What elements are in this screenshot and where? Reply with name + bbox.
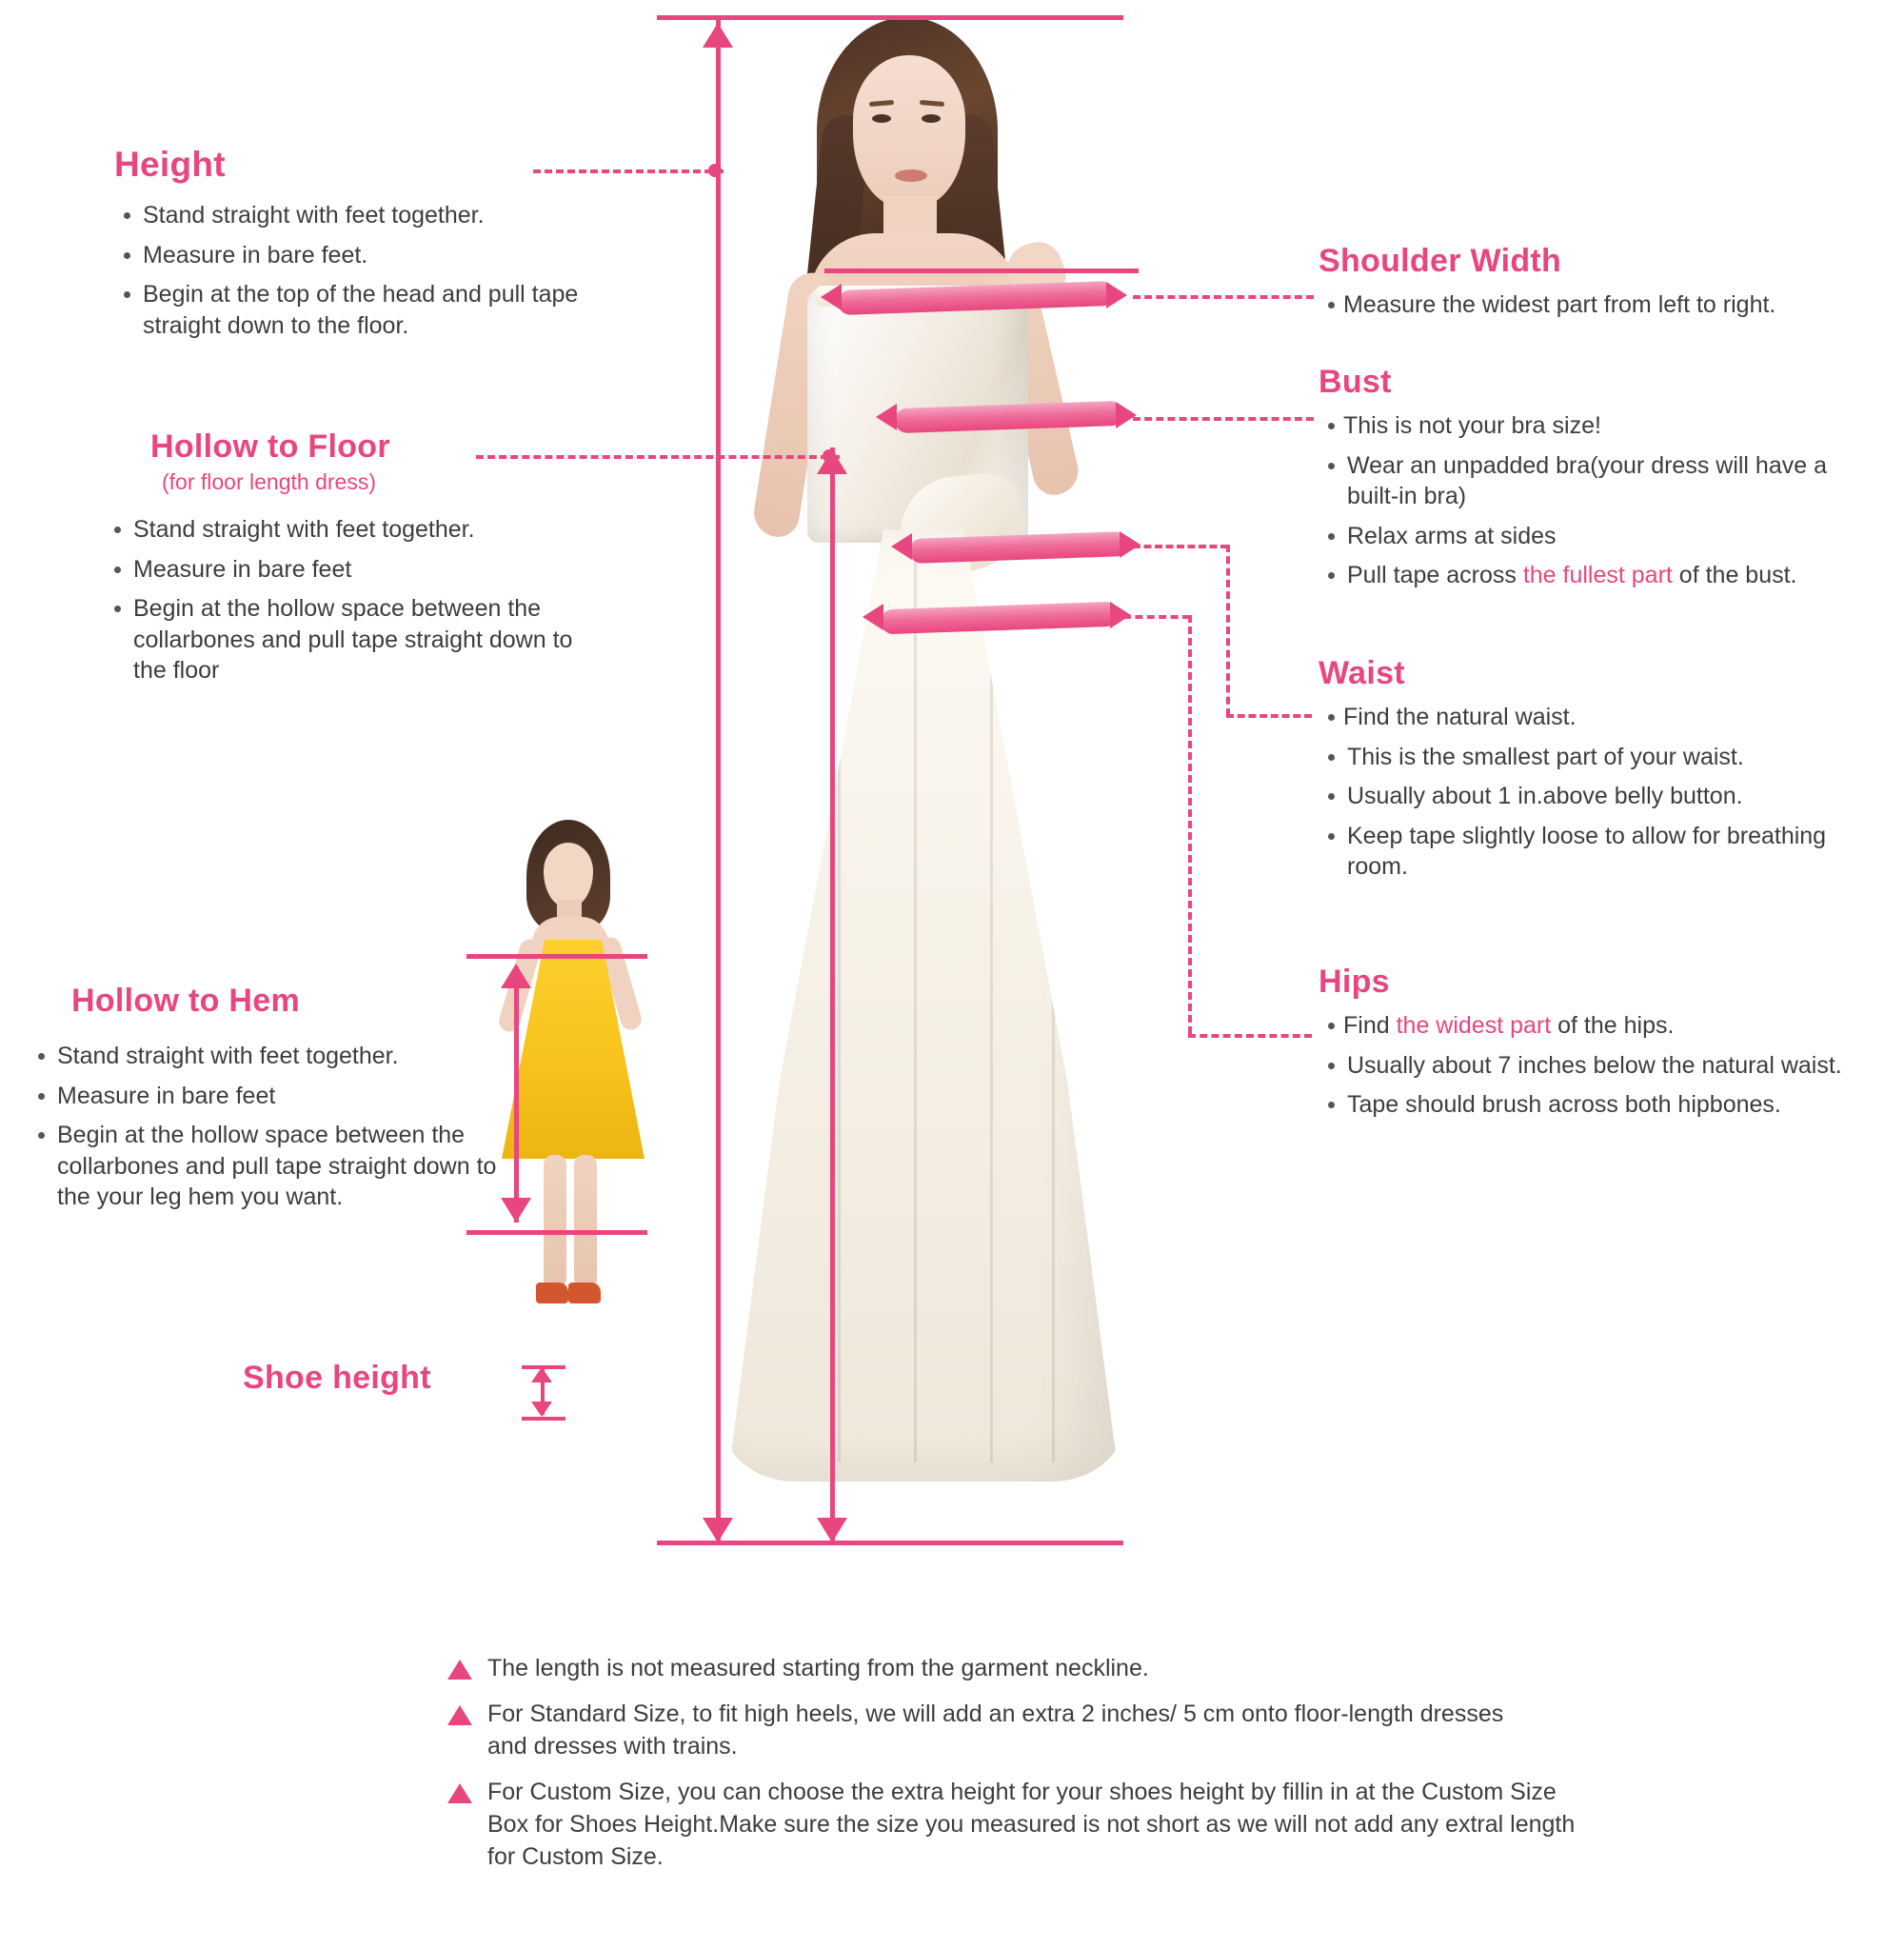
- hips-leader-line-tail: [1188, 1034, 1312, 1038]
- hips-bullet-list: [1319, 1010, 1904, 1121]
- skirt-fold: [1052, 663, 1055, 1462]
- hollow-to-floor-arrow-down: [817, 1518, 847, 1542]
- waist-bullet-list: [1319, 702, 1904, 883]
- hips-widest-pre: Find: [1343, 1012, 1397, 1039]
- short-model-leg-left: [544, 1155, 566, 1288]
- hollow-to-floor-title: Hollow to Floor: [150, 428, 390, 465]
- model-eye-left: [872, 114, 891, 123]
- triangle-icon: [447, 1705, 472, 1725]
- hips-arrow-left: [863, 604, 883, 630]
- list-item: Tape should brush across both hipbones.: [1319, 1089, 1904, 1121]
- shoulder-leader-line: [1133, 295, 1314, 299]
- footer-note: [447, 1698, 1544, 1762]
- bust-arrow-right: [1116, 402, 1137, 428]
- bust-fullest-pre: Pull tape across: [1347, 562, 1523, 588]
- bust-arrow-left: [876, 404, 897, 430]
- hips-widest-emphasis: the widest part: [1396, 1012, 1552, 1039]
- hollow-to-hem-bullet-list: [29, 1041, 524, 1213]
- hips-leader-line-vertical: [1188, 615, 1192, 1034]
- hips-widest-post: of the hips.: [1551, 1012, 1675, 1039]
- height-leader-dot: [708, 164, 722, 177]
- list-item-bust-fullest: [1319, 560, 1904, 591]
- footer-note-text: For Custom Size, you can choose the extra height for your shoes height by fillin in at the Custom Size Box for Shoes Height.Make sure the size you measured is not short as we will not add any extral length for Custom Size.: [487, 1779, 1576, 1870]
- footer-note: [447, 1776, 1582, 1873]
- skirt-fold: [914, 548, 917, 1462]
- bust-fullest-emphasis: the fullest part: [1522, 562, 1673, 588]
- list-item: Stand straight with feet together.: [114, 200, 647, 231]
- short-model-leg-right: [574, 1155, 597, 1288]
- hollow-to-floor-section: [86, 428, 638, 695]
- bust-title: Bust: [1319, 364, 1392, 400]
- height-vertical-line: [716, 19, 721, 1542]
- list-item: Usually about 7 inches below the natural waist.: [1319, 1050, 1899, 1082]
- shoulder-arrow-right: [1106, 282, 1127, 308]
- list-item: Keep tape slightly loose to allow for breathing room.: [1319, 821, 1852, 883]
- height-arrow-up: [703, 23, 733, 48]
- height-title: Height: [114, 145, 226, 184]
- hollow-to-hem-bottom-cap: [466, 1230, 647, 1235]
- waist-section: [1319, 655, 1904, 891]
- list-item: Wear an unpadded bra(your dress will have a built-in bra): [1319, 450, 1880, 512]
- list-item: Relax arms at sides: [1319, 521, 1904, 552]
- model-lips: [895, 169, 927, 182]
- hips-title: Hips: [1319, 964, 1390, 1000]
- footer-note-text: For Standard Size, to fit high heels, we will add an extra 2 inches/ 5 cm onto floor-length dresses and dresses with trains.: [487, 1700, 1504, 1760]
- height-bullet-list: [114, 200, 647, 341]
- triangle-icon: [447, 1660, 472, 1680]
- list-item: Find the natural waist.: [1319, 702, 1904, 733]
- hollow-to-hem-section: [29, 983, 524, 1222]
- list-item: Usually about 1 in.above belly button.: [1319, 781, 1904, 812]
- bust-section: [1319, 364, 1904, 600]
- shoulder-width-section: [1319, 243, 1904, 329]
- hollow-to-floor-bullet-list: [105, 514, 638, 686]
- skirt-fold: [838, 567, 841, 1462]
- list-item: Measure in bare feet: [105, 554, 638, 586]
- hollow-to-floor-subtitle: (for floor length dress): [162, 469, 376, 494]
- hollow-to-hem-top-cap: [466, 954, 647, 959]
- model-face: [853, 55, 965, 208]
- height-section: [114, 145, 647, 349]
- shoulder-arrow-left: [821, 284, 842, 310]
- shoulder-width-title: Shoulder Width: [1319, 243, 1562, 279]
- height-top-cap: [657, 15, 1123, 20]
- list-item: Measure the widest part from left to right.: [1319, 289, 1904, 321]
- bust-bullet-list: [1319, 410, 1904, 591]
- short-model-shoe-right: [568, 1283, 601, 1303]
- height-arrow-down: [703, 1518, 733, 1542]
- shoe-height-bottom-cap: [522, 1417, 565, 1421]
- hips-leader-line-horizontal: [1123, 615, 1190, 619]
- short-model-shoe-left: [536, 1283, 568, 1303]
- skirt-fold: [990, 587, 993, 1462]
- waist-leader-line-horizontal: [1133, 545, 1228, 548]
- tall-model-illustration: [666, 0, 1200, 1561]
- waist-leader-line-tail: [1226, 714, 1312, 718]
- hips-section: [1319, 964, 1904, 1129]
- list-item: Stand straight with feet together.: [105, 514, 638, 546]
- list-item: Measure in bare feet: [29, 1081, 524, 1112]
- footer-note-text: The length is not measured starting from the garment neckline.: [487, 1655, 1149, 1681]
- list-item: This is not your bra size!: [1319, 410, 1904, 442]
- height-bottom-cap: [657, 1541, 1123, 1545]
- hollow-to-floor-leader-dot: [823, 449, 836, 463]
- list-item-hips-widest: [1319, 1010, 1904, 1042]
- list-item: Begin at the hollow space between the collarbones and pull tape straight down to the your leg hem you want.: [29, 1120, 514, 1213]
- shoe-height-arrow-up: [531, 1367, 552, 1382]
- bust-fullest-post: of the bust.: [1672, 562, 1797, 588]
- waist-title: Waist: [1319, 655, 1405, 691]
- model-eye-right: [922, 114, 941, 123]
- list-item: Stand straight with feet together.: [29, 1041, 438, 1072]
- shoe-height-title: Shoe height: [243, 1360, 431, 1396]
- footer-note: [447, 1652, 1809, 1684]
- waist-arrow-left: [891, 533, 912, 560]
- bust-leader-line: [1133, 417, 1314, 421]
- hollow-to-hem-title: Hollow to Hem: [71, 983, 301, 1019]
- shoe-height-arrow-down: [531, 1402, 552, 1417]
- short-model-face: [544, 843, 593, 907]
- model-gown-skirt: [724, 529, 1123, 1482]
- list-item: This is the smallest part of your waist.: [1319, 742, 1904, 773]
- triangle-icon: [447, 1783, 472, 1803]
- shoulder-top-cap: [824, 268, 1139, 273]
- waist-leader-line-vertical: [1226, 545, 1230, 716]
- list-item: Begin at the hollow space between the collarbones and pull tape straight down to the floor: [105, 593, 609, 686]
- hollow-to-floor-vertical-line: [830, 447, 835, 1542]
- shoe-height-section: [243, 1360, 431, 1397]
- list-item: Begin at the top of the head and pull tape straight down to the floor.: [114, 279, 590, 341]
- footer-notes: [447, 1652, 1809, 1886]
- list-item: Measure in bare feet.: [114, 240, 647, 271]
- shoulder-width-bullet-list: [1319, 289, 1904, 321]
